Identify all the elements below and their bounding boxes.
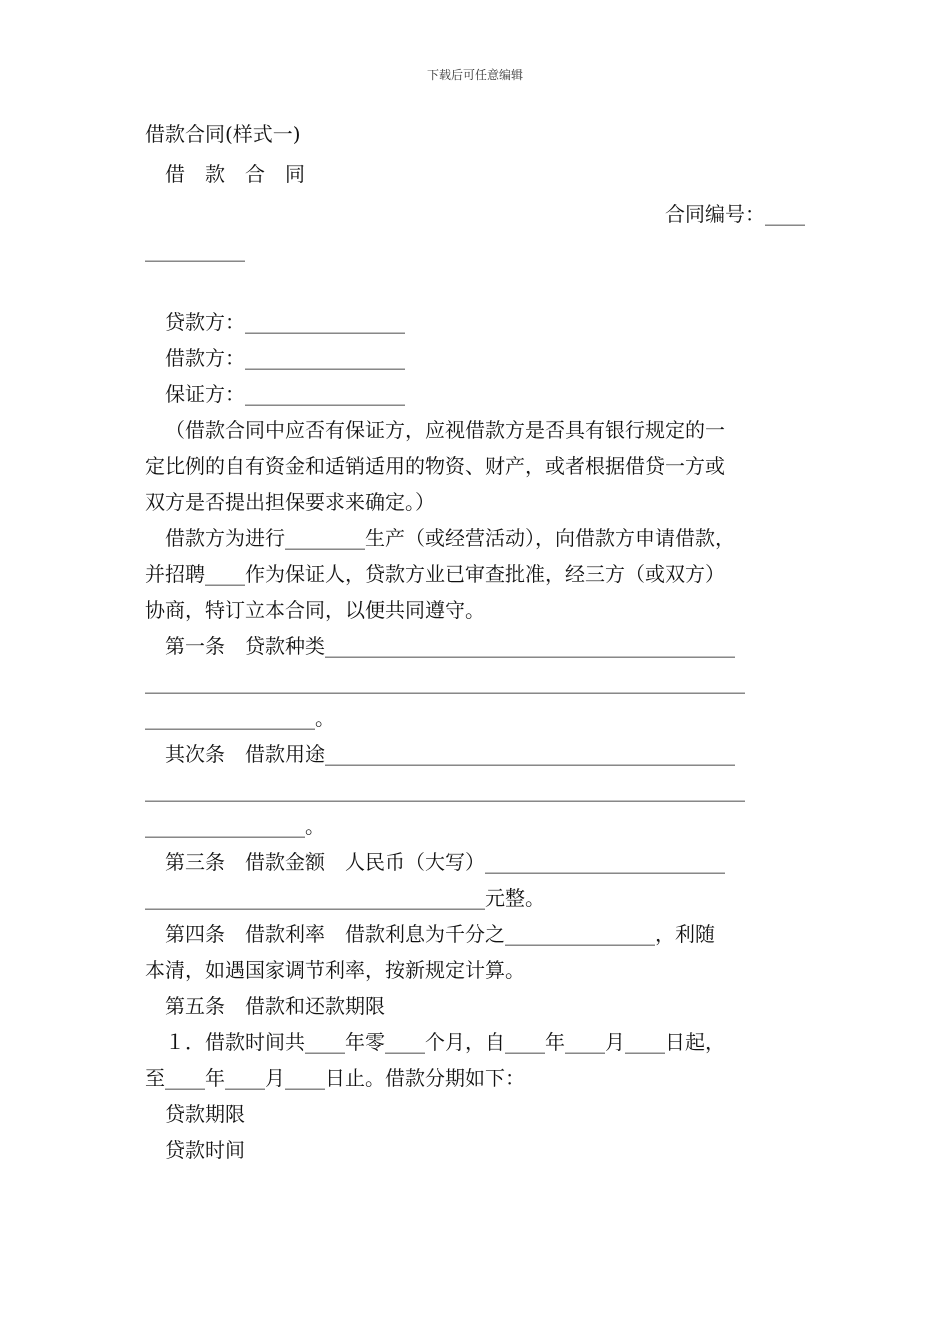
document-body [145,116,805,1168]
contract-number-label: 合同编号：____ [665,202,805,226]
document-title: 借 款 合 同 [165,162,305,186]
article-4-line-1: 第四条 借款利率 借款利息为千分之_______________，利随 [165,922,715,946]
intro-line-1: 借款方为进行________生产（或经营活动），向借款方申请借款， [165,526,735,550]
lender-field: 贷款方：________________ [165,310,405,334]
loan-term-label: 贷款期限 [165,1102,245,1126]
article-5-item-1-line-1: １．借款时间共____年零____个月，自____年____月____日起， [165,1030,725,1054]
contract-number-blank: __________ [145,238,245,262]
spacer [145,268,805,304]
document-subtitle: 借款合同(样式一) [145,122,301,146]
loan-time-label: 贷款时间 [165,1138,245,1162]
intro-line-3: 协商，特订立本合同，以便共同遵守。 [145,598,485,622]
article-5-item-1-line-2: 至____年____月____日止。借款分期如下： [145,1066,525,1090]
article-1-line-2: ____________________________________________________________ [145,670,745,694]
guarantor-note-line-1: （借款合同中应否有保证方，应视借款方是否具有银行规定的一 [165,418,725,442]
article-2-line-1: 其次条 借款用途_________________________________________ [165,742,735,766]
article-2-line-3: ________________。 [145,814,325,838]
borrower-field: 借款方：________________ [165,346,405,370]
guarantor-note-line-3: 双方是否提出担保要求来确定。） [145,490,435,514]
article-1-line-1: 第一条 贷款种类_________________________________________ [165,634,735,658]
article-5-title: 第五条 借款和还款期限 [165,994,385,1018]
article-2-line-2: ____________________________________________________________ [145,778,745,802]
article-1-line-3: _________________。 [145,706,335,730]
article-3-line-2: __________________________________元整。 [145,886,545,910]
article-4-line-2: 本清，如遇国家调节利率，按新规定计算。 [145,958,525,982]
guarantor-note-line-2: 定比例的自有资金和适销适用的物资、财产，或者根据借贷一方或 [145,454,725,478]
guarantor-field: 保证方：________________ [165,382,405,406]
intro-line-2: 并招聘____作为保证人，贷款方业已审查批准，经三方（或双方） [145,562,725,586]
article-3-line-1: 第三条 借款金额 人民币（大写）________________________ [165,850,725,874]
page-header-note: 下载后可任意编辑 [426,68,523,82]
